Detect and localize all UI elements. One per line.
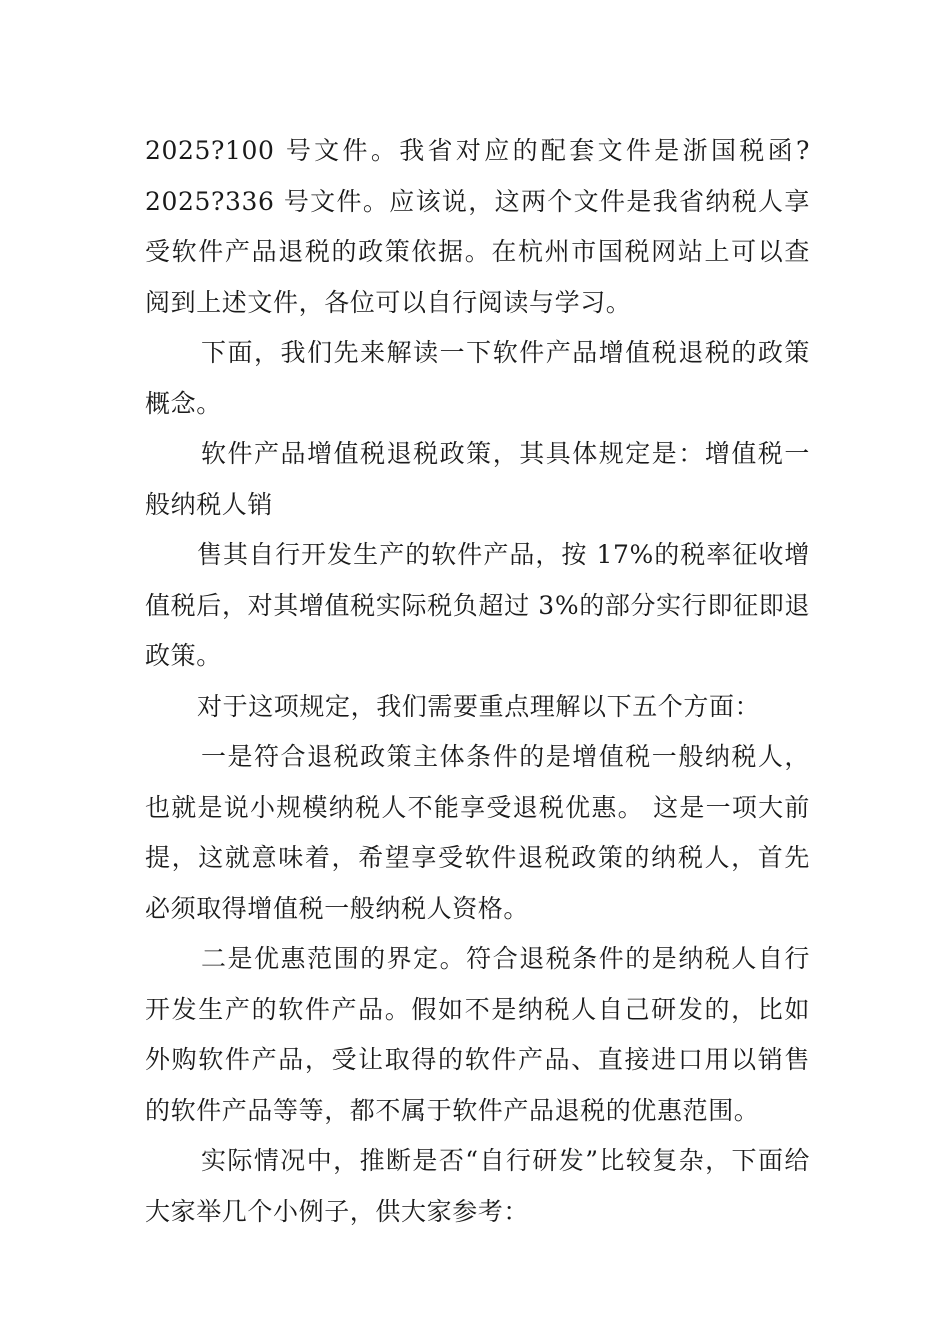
document-body <box>145 126 810 1237</box>
paragraph-point-two: 二是优惠范围的界定。符合退税条件的是纳税人自行开发生产的软件产品。假如不是纳税人自己研发的，比如外购软件产品，受让取得的软件产品、直接进口用以销售的软件产品等等，都不属于软件产品退税的优惠范围。 <box>145 944 810 1125</box>
paragraph-intro: 下面，我们先来解读一下软件产品增值税退税的政策概念。 <box>145 338 810 418</box>
paragraph-policy-rule-start: 软件产品增值税退税政策，其具体规定是：增值税一般纳税人销 <box>145 439 810 519</box>
paragraph-policy-basis: 2025?100 号文件。我省对应的配套文件是浙国税函?2025?336 号文件。应该说，这两个文件是我省纳税人享受软件产品退税的政策依据。在杭州市国税网站上可以查阅到上述文件，各位可以自行阅读与学习。 <box>145 136 810 317</box>
paragraph-five-aspects: 对于这项规定，我们需要重点理解以下五个方面： <box>197 691 761 721</box>
paragraph-examples-intro: 实际情况中，推断是否“自行研发”比较复杂，下面给大家举几个小例子，供大家参考： <box>145 1146 810 1226</box>
paragraph-point-one: 一是符合退税政策主体条件的是增值税一般纳税人，也就是说小规模纳税人不能享受退税优惠。 这是一项大前提，这就意味着，希望享受软件退税政策的纳税人，首先必须取得增值税一般纳税人资格。 <box>145 742 810 923</box>
paragraph-policy-rule-cont: 售其自行开发生产的软件产品，按 17%的税率征收增值税后，对其增值税实际税负超过 3%的部分实行即征即退政策。 <box>145 540 810 670</box>
